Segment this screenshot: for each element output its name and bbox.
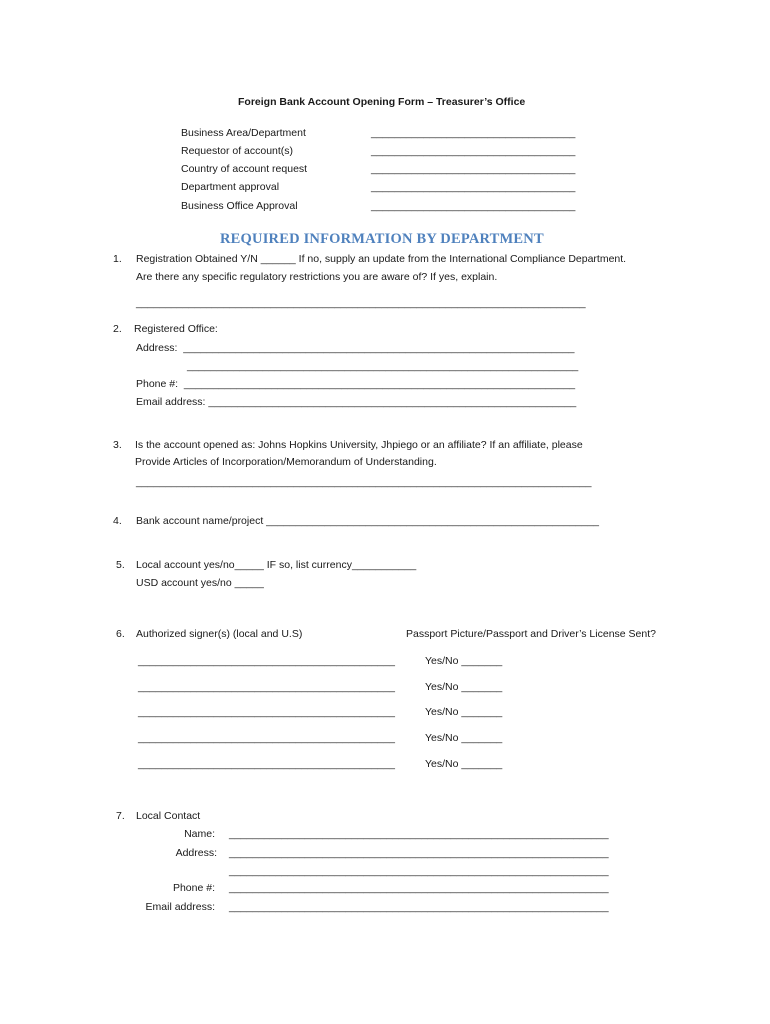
signer-line[interactable]: ____________________________________________ xyxy=(138,732,395,744)
registered-phone-field[interactable]: Phone #: ___________________________________________________________________ xyxy=(136,378,576,390)
passport-sent-label: Passport Picture/Passport and Driver’s License Sent? xyxy=(406,628,656,640)
field-label-business-office-approval: Business Office Approval xyxy=(181,200,298,212)
usd-account-field[interactable]: USD account yes/no _____ xyxy=(136,577,264,589)
field-line-requestor[interactable]: ___________________________________ xyxy=(371,145,576,157)
field-line-business-office-approval[interactable]: ___________________________________ xyxy=(371,200,576,212)
question-number: 1. xyxy=(113,253,122,265)
question-1-line-2: Are there any specific regulatory restrictions you are aware of? If yes, explain. xyxy=(136,271,498,283)
section-heading: REQUIRED INFORMATION BY DEPARTMENT xyxy=(220,231,544,247)
field-label-country: Country of account request xyxy=(181,163,308,175)
question-number: 5. xyxy=(116,559,125,571)
registered-address-field[interactable]: Address: ___________________________________________________________________ xyxy=(136,342,575,354)
registered-office-label: Registered Office: xyxy=(134,323,218,335)
contact-phone-field[interactable]: _________________________________________________________________ xyxy=(229,882,609,894)
field-label-business-area: Business Area/Department xyxy=(181,127,306,139)
field-line-department-approval[interactable]: ___________________________________ xyxy=(371,181,576,193)
contact-address-field[interactable]: _________________________________________________________________ xyxy=(229,847,609,859)
passport-yes-no[interactable]: Yes/No _______ xyxy=(425,732,503,744)
contact-address-label: Address: xyxy=(175,847,217,859)
question-1-line-1: Registration Obtained Y/N ______ If no, supply an update from the International Compliance Department. xyxy=(136,253,627,265)
local-contact-label: Local Contact xyxy=(136,810,201,822)
signer-line[interactable]: ____________________________________________ xyxy=(138,655,395,667)
contact-name-label: Name: xyxy=(184,828,215,840)
field-line-country[interactable]: ___________________________________ xyxy=(371,163,576,175)
signer-line[interactable]: ____________________________________________ xyxy=(138,706,395,718)
contact-email-label: Email address: xyxy=(145,901,215,913)
field-label-requestor: Requestor of account(s) xyxy=(181,145,294,157)
registered-address-field-2[interactable]: ___________________________________________________________________ xyxy=(187,360,579,372)
question-number: 3. xyxy=(113,439,122,451)
passport-yes-no[interactable]: Yes/No _______ xyxy=(425,706,503,718)
field-label-department-approval: Department approval xyxy=(181,181,280,193)
passport-yes-no[interactable]: Yes/No _______ xyxy=(425,681,503,693)
field-line-business-area[interactable]: ___________________________________ xyxy=(371,127,576,139)
registered-email-field[interactable]: Email address: _______________________________________________________________ xyxy=(136,396,577,408)
question-3-line-1: Is the account opened as: Johns Hopkins University, Jhpiego or an affiliate? If an affiliate, please xyxy=(135,439,583,451)
signer-line[interactable]: ____________________________________________ xyxy=(138,758,395,770)
contact-phone-label: Phone #: xyxy=(172,882,215,894)
question-number: 6. xyxy=(116,628,125,640)
passport-yes-no[interactable]: Yes/No _______ xyxy=(425,758,503,770)
question-3-line-2: Provide Articles of Incorporation/Memorandum of Understanding. xyxy=(135,456,437,468)
local-account-field[interactable]: Local account yes/no_____ IF so, list currency___________ xyxy=(136,559,417,571)
bank-account-name-field[interactable]: Bank account name/project _________________________________________________________ xyxy=(136,515,600,527)
question-number: 4. xyxy=(113,515,122,527)
question-number: 2. xyxy=(113,323,122,335)
contact-address-field-2[interactable]: _________________________________________________________________ xyxy=(229,865,609,877)
question-3-answer-line[interactable]: ______________________________________________________________________________ xyxy=(136,476,592,488)
form-title: Foreign Bank Account Opening Form – Treasurer’s Office xyxy=(238,96,526,108)
contact-name-field[interactable]: _________________________________________________________________ xyxy=(229,828,609,840)
contact-email-field[interactable]: _________________________________________________________________ xyxy=(229,901,609,913)
passport-yes-no[interactable]: Yes/No _______ xyxy=(425,655,503,667)
signer-line[interactable]: ____________________________________________ xyxy=(138,681,395,693)
question-1-answer-line[interactable]: _____________________________________________________________________________ xyxy=(136,297,586,309)
question-number: 7. xyxy=(116,810,125,822)
authorized-signers-label: Authorized signer(s) (local and U.S) xyxy=(136,628,303,640)
